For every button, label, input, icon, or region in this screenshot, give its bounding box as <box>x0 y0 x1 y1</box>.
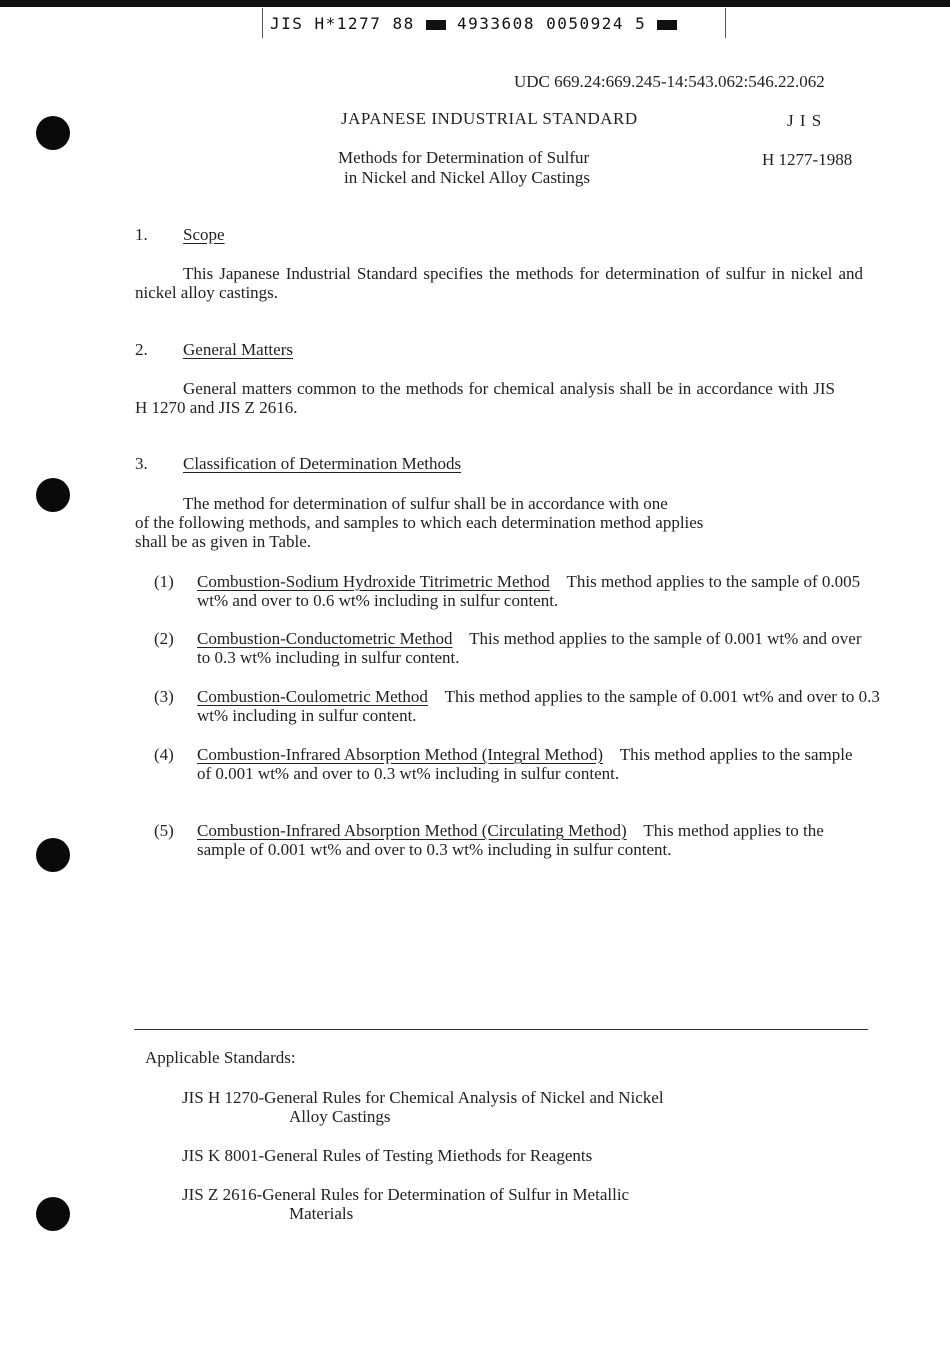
section-heading-general: General Matters <box>183 340 293 359</box>
section-heading-classification: Classification of Determination Methods <box>183 454 462 473</box>
standard-line1: JIS Z 2616-General Rules for Determination of Sulfur in Metallic <box>182 1185 630 1204</box>
applicable-standard-item <box>182 1088 822 1126</box>
standard-line2: Alloy Castings <box>289 1107 391 1126</box>
method-item <box>197 687 887 725</box>
method-item <box>197 745 867 783</box>
jis-mark: J I S <box>787 111 823 130</box>
standard-line1: JIS H 1270-General Rules for Chemical Analysis of Nickel and Nickel <box>182 1088 664 1107</box>
method-item <box>197 821 867 859</box>
code-block-mark <box>657 20 677 30</box>
method-label: (3) <box>154 687 174 706</box>
method-name: Combustion-Sodium Hydroxide Titrimetric Method <box>197 572 550 591</box>
punch-hole <box>36 116 70 150</box>
method-label: (2) <box>154 629 174 648</box>
method-label: (4) <box>154 745 174 764</box>
header-code-left: JIS H*1277 88 <box>270 14 415 33</box>
applicable-standard-item <box>182 1185 822 1223</box>
footnote-divider <box>134 1029 868 1030</box>
section-number: 3. <box>135 454 148 473</box>
code-block-mark <box>426 20 446 30</box>
applicable-standard-item <box>182 1146 822 1165</box>
punch-hole <box>36 838 70 872</box>
standard-line2: Materials <box>289 1204 354 1223</box>
classification-line2: of the following methods, and samples to which each determination method applies <box>135 513 704 532</box>
method-item <box>197 629 867 667</box>
method-desc: This method applies to the sample of 0.001 wt% and over to 0.3 wt% including in sulfur content. <box>197 745 853 783</box>
scan-top-edge <box>0 0 950 7</box>
doc-title-line1: Methods for Determination of Sulfur <box>338 148 590 167</box>
general-paragraph: General matters common to the methods for chemical analysis shall be in accordance with JIS H 1270 and JIS Z 2616. <box>135 379 835 417</box>
applicable-standards-title: Applicable Standards: <box>145 1048 296 1067</box>
section-number: 2. <box>135 340 148 359</box>
udc-code: UDC 669.24:669.245-14:543.062:546.22.062 <box>514 72 825 91</box>
method-name: Combustion-Conductometric Method <box>197 629 453 648</box>
punch-hole <box>36 1197 70 1231</box>
section-number: 1. <box>135 225 148 244</box>
method-label: (1) <box>154 572 174 591</box>
method-label: (5) <box>154 821 174 840</box>
method-name: Combustion-Coulometric Method <box>197 687 428 706</box>
scope-paragraph: This Japanese Industrial Standard specifies the methods for determination of sulfur in nickel and nickel alloy castings. <box>135 264 863 302</box>
method-desc: This method applies to the sample of 0.005 wt% and over to 0.6 wt% including in sulfur content. <box>197 572 861 610</box>
method-desc: This method applies to the sample of 0.001 wt% and over to 0.3 wt% including in sulfur content. <box>197 629 862 667</box>
punch-hole <box>36 478 70 512</box>
method-name: Combustion-Infrared Absorption Method (Integral Method) <box>197 745 604 764</box>
classification-line3: shall be as given in Table. <box>135 532 312 551</box>
classification-line1: The method for determination of sulfur shall be in accordance with one <box>183 494 668 513</box>
method-desc: This method applies to the sample of 0.001 wt% and over to 0.3 wt% including in sulfur content. <box>197 687 880 725</box>
method-item <box>197 572 867 610</box>
method-name: Combustion-Infrared Absorption Method (Circulating Method) <box>197 821 627 840</box>
section-heading-scope: Scope <box>183 225 225 244</box>
organization-title: JAPANESE INDUSTRIAL STANDARD <box>341 109 638 128</box>
standard-line1: JIS K 8001-General Rules of Testing Miethods for Reagents <box>182 1146 593 1165</box>
standard-number: H 1277-1988 <box>762 150 853 169</box>
header-code-mid: 4933608 0050924 5 <box>457 14 647 33</box>
doc-title-line2: in Nickel and Nickel Alloy Castings <box>344 168 590 187</box>
header-code-line <box>270 14 677 33</box>
method-desc: This method applies to the sample of 0.001 wt% and over to 0.3 wt% including in sulfur content. <box>197 821 824 859</box>
